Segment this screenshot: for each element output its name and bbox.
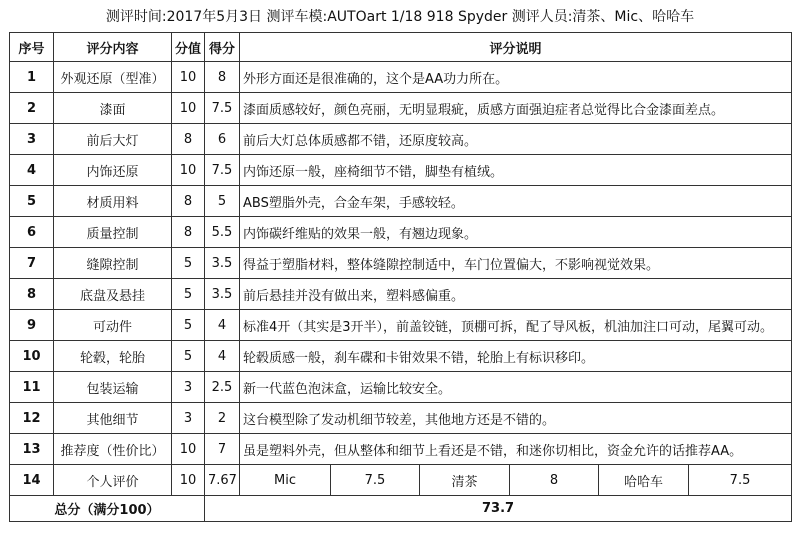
table-row [10,62,792,93]
row-max: 10 [172,62,205,93]
row-number: 5 [10,186,54,217]
table-row [10,155,792,186]
row-item: 缝隙控制 [54,248,172,279]
review-header: 测评时间:2017年5月3日 测评车模:AUTOart 1/18 918 Spyder 测评人员:清茶、Mic、哈哈车 [105,9,695,25]
table-row [10,279,792,310]
reviewer-score: 7.5 [689,465,792,496]
reviewer-name: Mic [240,465,331,496]
row-max: 5 [172,310,205,341]
column-header-max: 分值 [172,33,205,62]
row-description: 标准4开（其实是3开半），前盖铰链，顶棚可拆，配了导风板，机油加注口可动，尾翼可动。 [240,310,792,341]
row-number: 2 [10,93,54,124]
table-row [10,186,792,217]
row-score: 7 [205,434,240,465]
row-number: 4 [10,155,54,186]
row-max: 8 [172,124,205,155]
review-table [9,32,792,522]
row-number: 14 [10,465,54,496]
row-item: 底盘及悬挂 [54,279,172,310]
row-number: 8 [10,279,54,310]
row-score: 2 [205,403,240,434]
table-row [10,310,792,341]
row-description: 虽是塑料外壳，但从整体和细节上看还是不错，和迷你切相比，资金允许的话推荐AA。 [240,434,792,465]
row-number: 13 [10,434,54,465]
column-header-score: 得分 [205,33,240,62]
row-max: 8 [172,186,205,217]
table-row [10,217,792,248]
row-number: 1 [10,62,54,93]
row-description: ABS塑脂外壳，合金车架，手感较轻。 [240,186,792,217]
row-max: 3 [172,403,205,434]
row-number: 9 [10,310,54,341]
table-row [10,341,792,372]
total-label: 总分（满分100） [10,496,205,522]
row-item: 可动件 [54,310,172,341]
row-max: 10 [172,465,205,496]
row-item: 前后大灯 [54,124,172,155]
row-max: 5 [172,248,205,279]
table-row [10,248,792,279]
row-score: 2.5 [205,372,240,403]
row-score: 7.5 [205,93,240,124]
row-max: 10 [172,155,205,186]
row-max: 8 [172,217,205,248]
row-number: 6 [10,217,54,248]
row-max: 5 [172,341,205,372]
row-description: 内饰还原一般，座椅细节不错，脚垫有植绒。 [240,155,792,186]
row-description: 得益于塑脂材料，整体缝隙控制适中，车门位置偏大，不影响视觉效果。 [240,248,792,279]
personal-rating-row [10,465,792,496]
row-score: 7.67 [205,465,240,496]
row-item: 个人评价 [54,465,172,496]
row-item: 质量控制 [54,217,172,248]
row-description: 这台模型除了发动机细节较差，其他地方还是不错的。 [240,403,792,434]
row-number: 10 [10,341,54,372]
row-description: 外形方面还是很准确的，这个是AA功力所在。 [240,62,792,93]
row-number: 12 [10,403,54,434]
row-description: 新一代蓝色泡沫盒，运输比较安全。 [240,372,792,403]
table-body [10,62,792,522]
row-item: 其他细节 [54,403,172,434]
reviewer-name: 哈哈车 [599,465,689,496]
table-header-row [10,33,792,62]
column-header-no: 序号 [10,33,54,62]
row-score: 6 [205,124,240,155]
column-header-desc: 评分说明 [240,33,792,62]
reviewer-score: 8 [510,465,599,496]
row-score: 3.5 [205,248,240,279]
row-score: 4 [205,310,240,341]
row-number: 11 [10,372,54,403]
column-header-item: 评分内容 [54,33,172,62]
row-score: 8 [205,62,240,93]
row-score: 5.5 [205,217,240,248]
row-description: 前后悬挂并没有做出来，塑料感偏重。 [240,279,792,310]
row-description: 轮毂质感一般，刹车碟和卡钳效果不错，轮胎上有标识移印。 [240,341,792,372]
row-number: 3 [10,124,54,155]
table-row [10,372,792,403]
row-item: 推荐度（性价比） [54,434,172,465]
table-row [10,93,792,124]
row-max: 5 [172,279,205,310]
row-max: 3 [172,372,205,403]
table-row [10,124,792,155]
row-max: 10 [172,434,205,465]
row-score: 3.5 [205,279,240,310]
table-row [10,403,792,434]
total-value: 73.7 [205,496,792,522]
reviewer-name: 清茶 [420,465,510,496]
row-description: 漆面质感较好，颜色亮丽，无明显瑕疵，质感方面强迫症者总觉得比合金漆面差点。 [240,93,792,124]
row-item: 外观还原（型准） [54,62,172,93]
row-item: 漆面 [54,93,172,124]
row-description: 内饰碳纤维贴的效果一般，有翘边现象。 [240,217,792,248]
row-score: 5 [205,186,240,217]
total-row [10,496,792,522]
row-score: 4 [205,341,240,372]
row-item: 包装运输 [54,372,172,403]
row-max: 10 [172,93,205,124]
table-row [10,434,792,465]
row-score: 7.5 [205,155,240,186]
row-item: 材质用料 [54,186,172,217]
row-item: 轮毂，轮胎 [54,341,172,372]
row-number: 7 [10,248,54,279]
reviewer-score: 7.5 [331,465,420,496]
row-description: 前后大灯总体质感都不错，还原度较高。 [240,124,792,155]
row-item: 内饰还原 [54,155,172,186]
